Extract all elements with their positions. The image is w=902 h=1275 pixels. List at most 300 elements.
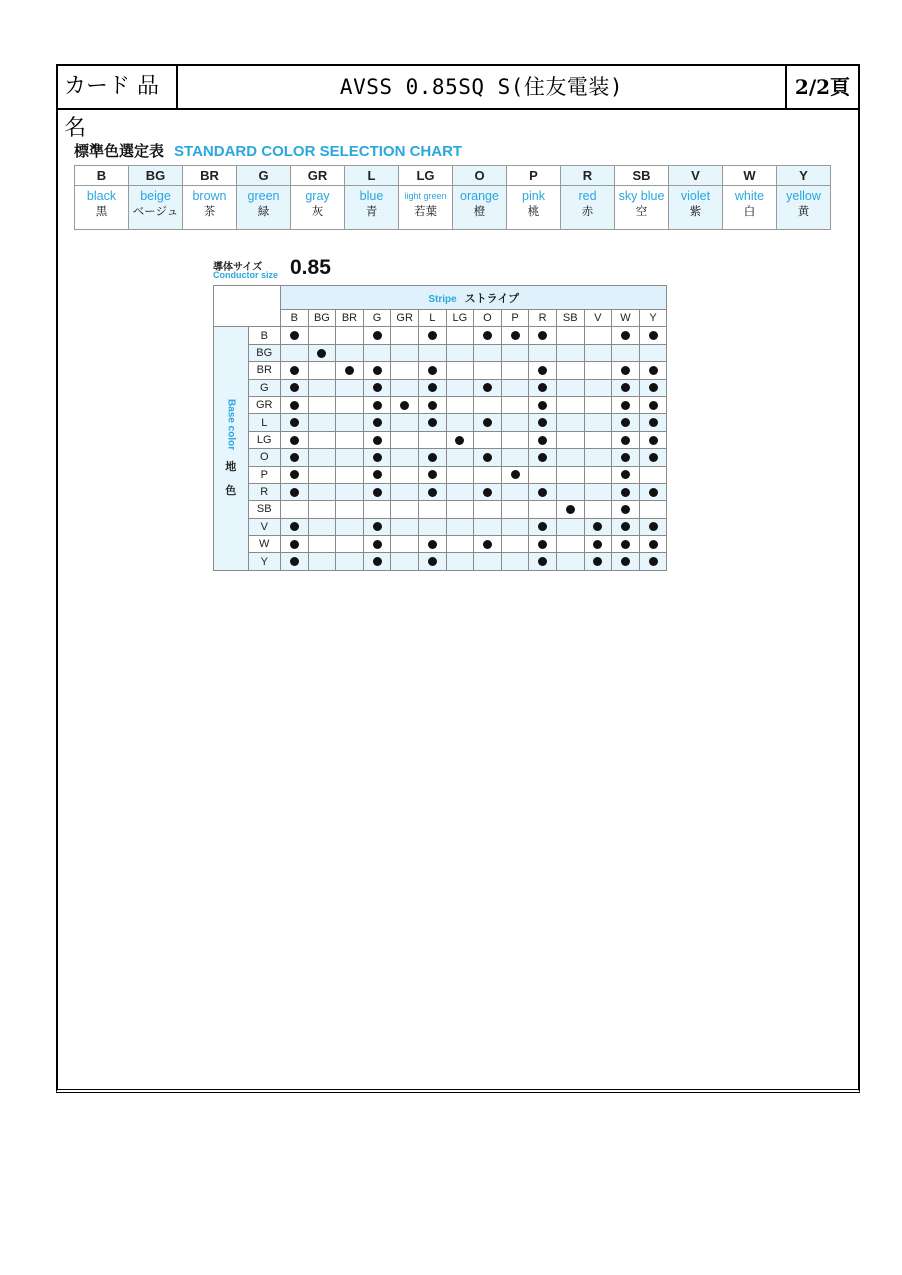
combination-cell xyxy=(529,379,557,396)
available-dot xyxy=(649,522,658,531)
combination-cell xyxy=(418,344,446,361)
base-color-label xyxy=(214,327,249,570)
available-dot xyxy=(290,418,299,427)
combination-cell xyxy=(501,501,529,518)
combination-cell xyxy=(584,466,612,483)
combination-cell xyxy=(529,414,557,431)
base-code-sb: SB xyxy=(248,501,281,518)
color-code-gr: GR xyxy=(291,166,345,186)
base-code-w: W xyxy=(248,536,281,553)
combination-cell xyxy=(391,362,419,379)
color-code-v: V xyxy=(669,166,723,186)
available-dot xyxy=(621,505,630,514)
combination-cell xyxy=(639,518,667,535)
combination-cell xyxy=(612,379,640,396)
combination-cell xyxy=(584,449,612,466)
combination-cell xyxy=(418,327,446,344)
combination-cell xyxy=(474,379,502,396)
available-dot xyxy=(345,366,354,375)
stripe-code-p: P xyxy=(501,310,529,327)
combination-cell xyxy=(474,553,502,570)
stripe-code-r: R xyxy=(529,310,557,327)
color-name-cell-bg xyxy=(129,186,183,230)
color-name-en: black xyxy=(86,189,117,203)
color-code-sb: SB xyxy=(615,166,669,186)
combination-cell xyxy=(336,518,364,535)
combination-cell xyxy=(501,518,529,535)
combination-cell xyxy=(446,449,474,466)
color-name-en: white xyxy=(734,189,765,203)
color-name-en: orange xyxy=(460,189,499,203)
available-dot xyxy=(483,418,492,427)
available-dot xyxy=(649,366,658,375)
combination-cell xyxy=(391,536,419,553)
combination-cell xyxy=(612,501,640,518)
available-dot xyxy=(483,540,492,549)
available-dot xyxy=(538,331,547,340)
combination-cell xyxy=(336,414,364,431)
page-number: 2/2頁 xyxy=(785,66,858,108)
available-dot xyxy=(428,401,437,410)
combination-cell xyxy=(474,431,502,448)
combination-cell xyxy=(501,431,529,448)
combination-cell xyxy=(639,379,667,396)
combination-cell xyxy=(363,518,391,535)
color-code-w: W xyxy=(723,166,777,186)
available-dot xyxy=(621,557,630,566)
combination-cell xyxy=(281,414,309,431)
combination-cell xyxy=(639,449,667,466)
combination-cell xyxy=(308,449,336,466)
combination-cell xyxy=(281,466,309,483)
combination-cell xyxy=(584,396,612,413)
color-name-jp: 黄 xyxy=(797,204,810,218)
available-dot xyxy=(649,488,658,497)
combination-cell xyxy=(584,483,612,500)
combination-cell xyxy=(612,431,640,448)
combination-cell xyxy=(391,466,419,483)
available-dot xyxy=(621,418,630,427)
available-dot xyxy=(428,383,437,392)
combination-cell xyxy=(363,396,391,413)
stripe-code-b: B xyxy=(281,310,309,327)
combination-cell xyxy=(529,518,557,535)
combination-cell xyxy=(418,536,446,553)
available-dot xyxy=(621,401,630,410)
combination-cell xyxy=(612,553,640,570)
available-dot xyxy=(483,488,492,497)
matrix-row xyxy=(214,362,667,379)
color-name-jp: 紫 xyxy=(689,204,702,218)
color-code-y: Y xyxy=(777,166,831,186)
color-code-br: BR xyxy=(183,166,237,186)
available-dot xyxy=(373,418,382,427)
combination-cell xyxy=(336,396,364,413)
combination-cell xyxy=(584,344,612,361)
combination-cell xyxy=(584,553,612,570)
available-dot xyxy=(428,470,437,479)
matrix-row xyxy=(214,431,667,448)
combination-cell xyxy=(418,379,446,396)
combination-cell xyxy=(363,362,391,379)
color-name-en: yellow xyxy=(786,189,821,203)
available-dot xyxy=(428,331,437,340)
color-code-g: G xyxy=(237,166,291,186)
matrix-row xyxy=(214,483,667,500)
matrix-row xyxy=(214,327,667,344)
combination-cell xyxy=(446,414,474,431)
combination-cell xyxy=(391,449,419,466)
combination-cell xyxy=(363,344,391,361)
stripe-code-y: Y xyxy=(639,310,667,327)
combination-cell xyxy=(556,449,584,466)
color-name-cell-v xyxy=(669,186,723,230)
combination-cell xyxy=(584,362,612,379)
available-dot xyxy=(373,557,382,566)
available-dot xyxy=(290,557,299,566)
matrix-row xyxy=(214,396,667,413)
combination-cell xyxy=(418,396,446,413)
standard-color-table xyxy=(74,165,831,230)
color-name-jp: 赤 xyxy=(581,204,594,218)
matrix-row xyxy=(214,518,667,535)
combination-cell xyxy=(281,518,309,535)
combination-cell xyxy=(501,449,529,466)
stripe-code-sb: SB xyxy=(556,310,584,327)
available-dot xyxy=(373,488,382,497)
combination-cell xyxy=(308,327,336,344)
combination-cell xyxy=(336,466,364,483)
combination-cell xyxy=(556,414,584,431)
combination-cell xyxy=(501,396,529,413)
card-label: カード 品名 xyxy=(58,66,178,108)
color-name-cell-g xyxy=(237,186,291,230)
combination-cell xyxy=(556,344,584,361)
available-dot xyxy=(290,383,299,392)
color-name-jp: 橙 xyxy=(473,204,486,218)
available-dot xyxy=(290,488,299,497)
color-code-row xyxy=(75,166,831,186)
matrix-row xyxy=(214,449,667,466)
color-name-cell-br xyxy=(183,186,237,230)
combination-cell xyxy=(556,379,584,396)
available-dot xyxy=(649,383,658,392)
available-dot xyxy=(621,436,630,445)
combination-cell xyxy=(363,431,391,448)
combination-cell xyxy=(612,414,640,431)
combination-cell xyxy=(418,414,446,431)
combination-cell xyxy=(612,344,640,361)
combination-cell xyxy=(556,553,584,570)
base-code-r: R xyxy=(248,483,281,500)
color-name-jp: 白 xyxy=(743,204,756,218)
combination-cell xyxy=(281,362,309,379)
combination-cell xyxy=(612,483,640,500)
available-dot xyxy=(290,331,299,340)
combination-cell xyxy=(363,379,391,396)
combination-cell xyxy=(281,344,309,361)
combination-cell xyxy=(584,518,612,535)
combination-cell xyxy=(446,396,474,413)
available-dot xyxy=(373,453,382,462)
combination-cell xyxy=(612,466,640,483)
stripe-label-en: Stripe xyxy=(428,293,457,305)
combination-cell xyxy=(336,379,364,396)
standard-chart-title-en: STANDARD COLOR SELECTION CHART xyxy=(174,143,463,160)
combination-cell xyxy=(639,553,667,570)
base-code-y: Y xyxy=(248,553,281,570)
available-dot xyxy=(373,331,382,340)
color-name-en: violet xyxy=(680,189,711,203)
combination-cell xyxy=(612,536,640,553)
combination-cell xyxy=(446,466,474,483)
available-dot xyxy=(290,453,299,462)
combination-cell xyxy=(418,553,446,570)
available-dot xyxy=(649,331,658,340)
combination-cell xyxy=(446,431,474,448)
color-name-jp: 緑 xyxy=(257,204,270,218)
combination-cell xyxy=(556,536,584,553)
base-code-br: BR xyxy=(248,362,281,379)
combination-cell xyxy=(529,396,557,413)
combination-cell xyxy=(639,362,667,379)
available-dot xyxy=(538,522,547,531)
color-name-jp: ベージュ xyxy=(132,204,179,218)
combination-cell xyxy=(529,449,557,466)
standard-chart-title-jp: 標準色選定表 xyxy=(74,142,165,160)
combination-cell xyxy=(639,536,667,553)
color-name-en: light green xyxy=(404,191,447,201)
color-name-row xyxy=(75,186,831,230)
available-dot xyxy=(428,366,437,375)
combination-cell xyxy=(308,431,336,448)
color-name-cell-r xyxy=(561,186,615,230)
color-name-cell-gr xyxy=(291,186,345,230)
color-name-en: sky blue xyxy=(618,189,665,203)
available-dot xyxy=(511,331,520,340)
available-dot xyxy=(593,557,602,566)
available-dot xyxy=(538,557,547,566)
combination-cell xyxy=(363,449,391,466)
combination-cell xyxy=(308,414,336,431)
color-name-jp: 黒 xyxy=(95,204,108,218)
available-dot xyxy=(373,540,382,549)
combination-cell xyxy=(501,536,529,553)
available-dot xyxy=(373,383,382,392)
available-dot xyxy=(483,331,492,340)
available-dot xyxy=(538,401,547,410)
combination-cell xyxy=(474,362,502,379)
combination-cell xyxy=(529,483,557,500)
combination-cell xyxy=(336,536,364,553)
combination-cell xyxy=(281,327,309,344)
combination-cell xyxy=(474,466,502,483)
combination-cell xyxy=(281,449,309,466)
available-dot xyxy=(621,383,630,392)
combination-cell xyxy=(501,466,529,483)
combination-cell xyxy=(556,327,584,344)
available-dot xyxy=(538,540,547,549)
combination-cell xyxy=(556,518,584,535)
color-code-lg: LG xyxy=(399,166,453,186)
combination-cell xyxy=(336,362,364,379)
combination-cell xyxy=(308,518,336,535)
stripe-code-row xyxy=(214,310,667,327)
available-dot xyxy=(649,453,658,462)
combination-cell xyxy=(308,536,336,553)
combination-cell xyxy=(556,431,584,448)
combination-cell xyxy=(418,483,446,500)
matrix-corner xyxy=(214,286,281,327)
combination-cell xyxy=(474,327,502,344)
color-name-en: green xyxy=(247,189,280,203)
product-name: AVSS 0.85SQ S(住友電装) xyxy=(339,75,624,99)
color-name-jp: 空 xyxy=(635,204,648,218)
color-name-en: brown xyxy=(192,189,227,203)
matrix-row xyxy=(214,379,667,396)
stripe-code-br: BR xyxy=(336,310,364,327)
available-dot xyxy=(649,540,658,549)
combination-cell xyxy=(639,483,667,500)
matrix-row xyxy=(214,553,667,570)
combination-cell xyxy=(529,466,557,483)
combination-cell xyxy=(446,518,474,535)
available-dot xyxy=(538,383,547,392)
stripe-code-o: O xyxy=(474,310,502,327)
combination-cell xyxy=(639,396,667,413)
base-code-lg: LG xyxy=(248,431,281,448)
combination-cell xyxy=(501,414,529,431)
available-dot xyxy=(373,436,382,445)
combination-cell xyxy=(474,414,502,431)
combination-cell xyxy=(474,344,502,361)
combination-cell xyxy=(308,483,336,500)
combination-cell xyxy=(612,327,640,344)
color-name-cell-b xyxy=(75,186,129,230)
color-code-b: B xyxy=(75,166,129,186)
combination-cell xyxy=(446,536,474,553)
combination-cell xyxy=(418,518,446,535)
stripe-header-row xyxy=(214,286,667,310)
combination-cell xyxy=(474,536,502,553)
available-dot xyxy=(649,401,658,410)
color-name-cell-w xyxy=(723,186,777,230)
matrix-row xyxy=(214,466,667,483)
combination-cell xyxy=(308,344,336,361)
combination-cell xyxy=(529,431,557,448)
available-dot xyxy=(373,401,382,410)
combination-cell xyxy=(281,536,309,553)
matrix-row xyxy=(214,536,667,553)
base-code-v: V xyxy=(248,518,281,535)
available-dot xyxy=(290,366,299,375)
combination-cell xyxy=(639,431,667,448)
combination-cell xyxy=(612,518,640,535)
combination-cell xyxy=(418,362,446,379)
combination-cell xyxy=(418,431,446,448)
available-dot xyxy=(290,401,299,410)
stripe-label-jp: ストライプ xyxy=(464,292,519,305)
combination-cell xyxy=(308,379,336,396)
available-dot xyxy=(455,436,464,445)
combination-cell xyxy=(612,362,640,379)
color-name-jp: 灰 xyxy=(311,204,324,218)
combination-cell xyxy=(501,553,529,570)
combination-cell xyxy=(336,553,364,570)
color-name-cell-y xyxy=(777,186,831,230)
color-combination-matrix xyxy=(213,285,667,571)
base-code-gr: GR xyxy=(248,396,281,413)
color-name-jp: 若葉 xyxy=(414,204,437,218)
stripe-header xyxy=(281,286,667,310)
base-code-bg: BG xyxy=(248,344,281,361)
available-dot xyxy=(649,557,658,566)
base-code-b: B xyxy=(248,327,281,344)
combination-cell xyxy=(612,449,640,466)
color-name-cell-l xyxy=(345,186,399,230)
available-dot xyxy=(538,436,547,445)
available-dot xyxy=(373,522,382,531)
combination-cell xyxy=(308,501,336,518)
stripe-code-g: G xyxy=(363,310,391,327)
available-dot xyxy=(483,453,492,462)
combination-cell xyxy=(529,536,557,553)
matrix-row xyxy=(214,501,667,518)
combination-cell xyxy=(639,327,667,344)
available-dot xyxy=(649,418,658,427)
combination-cell xyxy=(308,362,336,379)
available-dot xyxy=(621,522,630,531)
combination-cell xyxy=(529,327,557,344)
color-code-r: R xyxy=(561,166,615,186)
available-dot xyxy=(538,366,547,375)
color-name-en: blue xyxy=(359,189,384,203)
combination-cell xyxy=(391,396,419,413)
combination-cell xyxy=(584,536,612,553)
combination-cell xyxy=(391,414,419,431)
available-dot xyxy=(428,540,437,549)
available-dot xyxy=(538,488,547,497)
combination-cell xyxy=(584,327,612,344)
combination-cell xyxy=(446,501,474,518)
available-dot xyxy=(621,453,630,462)
combination-cell xyxy=(418,449,446,466)
available-dot xyxy=(538,453,547,462)
combination-cell xyxy=(363,501,391,518)
color-name-jp: 青 xyxy=(365,204,378,218)
combination-cell xyxy=(446,362,474,379)
base-color-label-jp-2: 色 xyxy=(225,485,237,498)
base-color-label-en: Base color xyxy=(225,399,237,451)
combination-cell xyxy=(474,483,502,500)
combination-cell xyxy=(584,501,612,518)
conductor-size-value: 0.85 xyxy=(290,256,331,279)
combination-cell xyxy=(474,518,502,535)
combination-cell xyxy=(501,344,529,361)
combination-cell xyxy=(501,362,529,379)
available-dot xyxy=(649,436,658,445)
combination-cell xyxy=(418,501,446,518)
color-name-en: beige xyxy=(140,189,171,203)
combination-cell xyxy=(281,501,309,518)
combination-cell xyxy=(363,414,391,431)
combination-cell xyxy=(336,501,364,518)
base-code-p: P xyxy=(248,466,281,483)
combination-cell xyxy=(446,379,474,396)
combination-cell xyxy=(336,431,364,448)
combination-cell xyxy=(556,396,584,413)
combination-cell xyxy=(639,414,667,431)
